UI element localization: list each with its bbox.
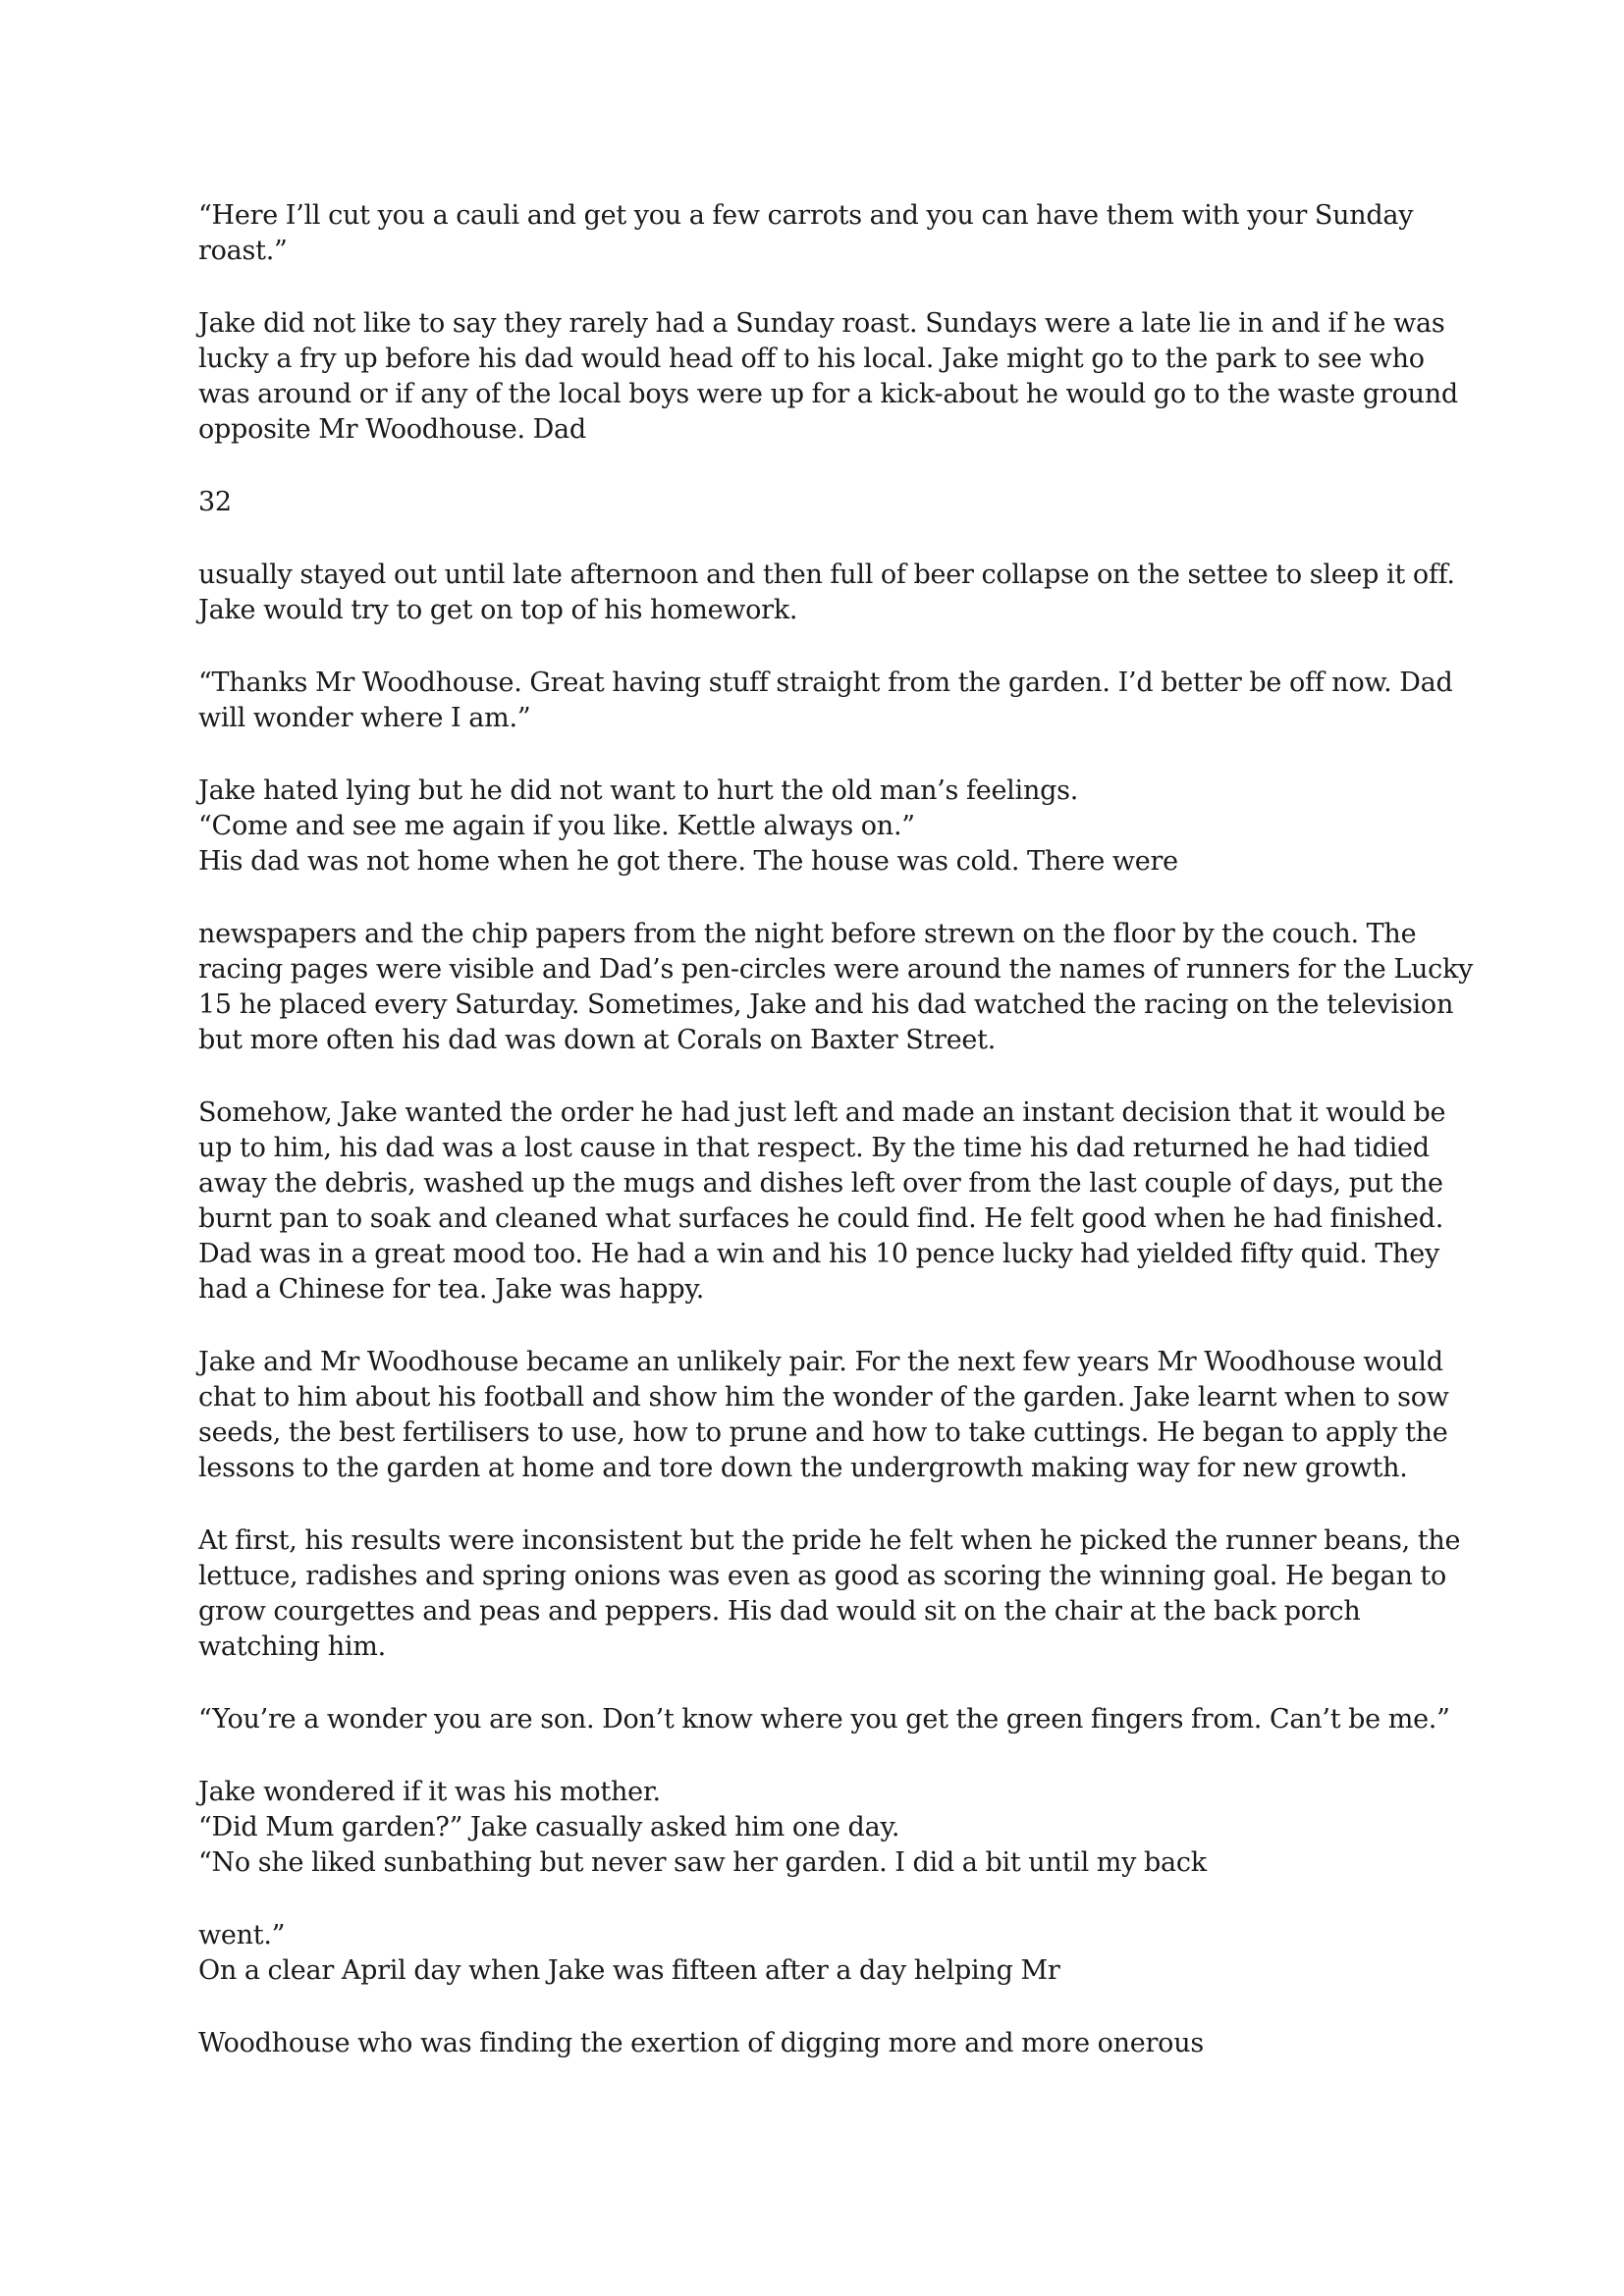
paragraph — [198, 558, 1465, 628]
text-line: seeds, the best fertilisers to use, how to prune and how to take cuttings. He began to apply the — [198, 1417, 1448, 1448]
text-line: On a clear April day when Jake was fifteen after a day helping Mr — [198, 1955, 1060, 1986]
text-line: up to him, his dad was a lost cause in that respect. By the time his dad returned he had tidied — [198, 1133, 1430, 1163]
text-line: watching him. — [198, 1631, 386, 1662]
paragraph — [198, 1095, 1465, 1308]
text-line: racing pages were visible and Dad’s pen-circles were around the names of runners for the Lucky — [198, 954, 1474, 985]
paragraph — [198, 1775, 1465, 1881]
text-line: Jake hated lying but he did not want to hurt the old man’s feelings. — [198, 775, 1079, 806]
text-line: Jake and Mr Woodhouse became an unlikely pair. For the next few years Mr Woodhouse would — [198, 1347, 1443, 1377]
paragraph — [198, 774, 1465, 880]
paragraph — [198, 917, 1474, 1058]
paragraph — [198, 198, 1465, 269]
paragraph — [198, 1702, 1465, 1737]
text-line: “Come and see me again if you like. Kettle always on.” — [198, 811, 915, 841]
text-line: “Thanks Mr Woodhouse. Great having stuff straight from the garden. I’d better be off now. Dad — [198, 667, 1453, 698]
text-line: lettuce, radishes and spring onions was even as good as scoring the winning goal. He began to — [198, 1561, 1447, 1591]
text-line: “Here I’ll cut you a cauli and get you a few carrots and you can have them with your Sunday — [198, 200, 1414, 231]
text-line: Jake did not like to say they rarely had a Sunday roast. Sundays were a late lie in and if he was — [198, 308, 1445, 339]
text-line: At first, his results were inconsistent but the pride he felt when he picked the runner beans, the — [198, 1525, 1461, 1556]
text-line: “Did Mum garden?” Jake casually asked him one day. — [198, 1812, 900, 1842]
text-line: roast.” — [198, 236, 288, 266]
paragraph — [198, 666, 1465, 736]
text-line: Dad was in a great mood too. He had a win and his 10 pence lucky had yielded fifty quid. They — [198, 1239, 1439, 1269]
text-line: had a Chinese for tea. Jake was happy. — [198, 1274, 705, 1305]
text-line: was around or if any of the local boys were up for a kick-about he would go to the waste ground — [198, 379, 1458, 409]
text-line: lucky a fry up before his dad would head off to his local. Jake might go to the park to see who — [198, 344, 1425, 374]
text-line: lessons to the garden at home and tore down the undergrowth making way for new growth. — [198, 1453, 1408, 1483]
text-line: usually stayed out until late afternoon and then full of beer collapse on the settee to sleep it off. — [198, 560, 1455, 590]
paragraph — [198, 306, 1465, 448]
text-line: away the debris, washed up the mugs and dishes left over from the last couple of days, put the — [198, 1168, 1443, 1199]
text-line: Jake wondered if it was his mother. — [198, 1777, 661, 1807]
text-line: “No she liked sunbathing but never saw her garden. I did a bit until my back — [198, 1847, 1207, 1878]
text-line: Somehow, Jake wanted the order he had just left and made an instant decision that it would be — [198, 1097, 1446, 1128]
text-line: Jake would try to get on top of his homework. — [198, 595, 798, 625]
text-line: newspapers and the chip papers from the night before strewn on the floor by the couch. The — [198, 919, 1417, 949]
text-line: Woodhouse who was finding the exertion of digging more and more onerous — [198, 2028, 1204, 2058]
text-line: will wonder where I am.” — [198, 703, 531, 733]
text-line: burnt pan to soak and cleaned what surfaces he could find. He felt good when he had finished. — [198, 1203, 1444, 1234]
text-line: but more often his dad was down at Corals on Baxter Street. — [198, 1025, 997, 1055]
text-line: “You’re a wonder you are son. Don’t know where you get the green fingers from. Can’t be me.” — [198, 1704, 1450, 1735]
paragraph — [198, 1345, 1465, 1486]
page-number: 32 — [198, 487, 232, 517]
paragraph — [198, 2026, 1465, 2061]
paragraph — [198, 1918, 1465, 1989]
paragraph — [198, 1523, 1465, 1665]
text-line: chat to him about his football and show him the wonder of the garden. Jake learnt when to sow — [198, 1382, 1449, 1413]
text-line: went.” — [198, 1920, 286, 1950]
text-line: 15 he placed every Saturday. Sometimes, Jake and his dad watched the racing on the television — [198, 989, 1454, 1020]
text-line: His dad was not home when he got there. The house was cold. There were — [198, 846, 1178, 877]
text-line: opposite Mr Woodhouse. Dad — [198, 414, 586, 445]
text-line: grow courgettes and peas and peppers. His dad would sit on the chair at the back porch — [198, 1596, 1361, 1627]
body-text — [198, 198, 1474, 2061]
